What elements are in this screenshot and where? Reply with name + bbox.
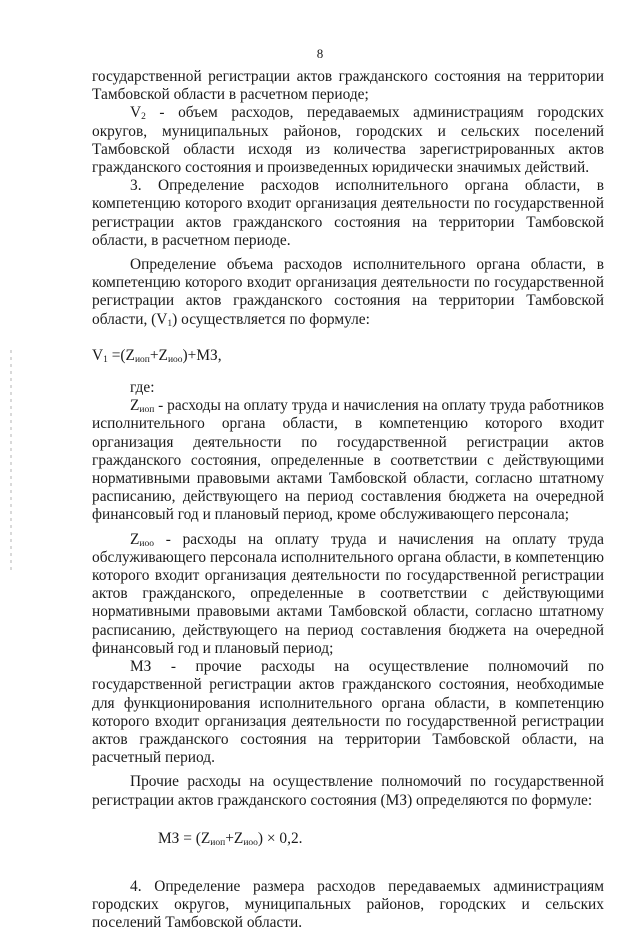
v2-subscript: 2 [141, 112, 146, 123]
formula-v1-z2-sub: иоо [167, 354, 183, 365]
document-body [92, 68, 604, 933]
formula-v1-eq: =(Z [107, 346, 135, 364]
formula-mz-z1-sub: иоп [210, 837, 226, 848]
z-ioo-text: - расходы на оплату труда и начисления на оплату труда обслуживающего персонала исполнительного органа области, в компетенцию которого входит организация деятельности по государственной регистрации актов гражданского, определенные в соответствии с действующими нормативными правовыми актами Тамбовской области, согласно штатному расписанию, действующего на период составления бюджета на очередной финансовый год и плановый период; [92, 530, 604, 657]
where-label: где: [130, 379, 155, 397]
paragraph-mz-definition: МЗ - прочие расходы на осуществление полномочий по государственной регистрации актов гражданского состояния, необходимые для функционирования исполнительного органа области, в компетенцию которого входит организация деятельности по государственной регистрации актов гражданского состояния на территории Тамбовской области, на расчетный период. [92, 658, 604, 767]
v1-intro-text: Определение объема расходов исполнительного органа области, в компетенцию которого входит организация деятельности по государственной регистрации актов гражданского состояния на территории Тамбовской области, (V [92, 256, 604, 328]
paragraph-other-expenses: Прочие расходы на осуществление полномочий по государственной регистрации актов гражданского состояния (МЗ) определяются по формуле: [92, 773, 604, 809]
section-3-heading: 3. Определение расходов исполнительного органа области, в компетенцию которого входит организация деятельности по государственной регистрации актов гражданского состояния на территории Тамбовской области, в расчетном периоде. [92, 177, 604, 249]
z-iop-text: - расходы на оплату труда и начисления на оплату труда работников исполнительного органа области, в компетенцию которого входит организация деятельности по государственной регистрации актов гражданского состояния, определенные в соответствии с действующими нормативными правовыми актами Тамбовской области, согласно штатному расписанию, действующего на период составления бюджета на очередной финансовый год и плановый период, кроме обслуживающего персонала; [92, 397, 604, 524]
v1-intro-subscript: 1 [167, 318, 173, 329]
v2-text: - объем расходов, передаваемых администрациям городских округов, муниципальных районов, городских и сельских поселений Тамбовской области исходя из количества зарегистрированных актов гражданского состояния и произведенных юридически значимых действий. [92, 104, 604, 177]
z-ioo-symbol: Z [130, 530, 140, 548]
z-iop-sub: иоп [139, 405, 155, 416]
formula-v1-sub: 1 [103, 354, 108, 365]
scan-margin-mark [10, 350, 12, 570]
page-number: 8 [316, 46, 324, 61]
paragraph-continuation: государственной регистрации актов гражданского состояния на территории Тамбовской области в расчетном периоде; [92, 68, 604, 104]
z-iop-symbol: Z [130, 397, 140, 415]
formula-mz [158, 830, 604, 848]
formula-mz-tail: ) × 0,2. [257, 829, 303, 847]
formula-mz-z2-sub: иоо [243, 837, 258, 848]
paragraph-z-iop-definition [92, 397, 604, 524]
formula-mz-plus: +Z [225, 829, 244, 847]
formula-v1-tail: )+МЗ, [182, 346, 222, 364]
v2-symbol: V [130, 104, 142, 122]
formula-v1-z1-sub: иоп [134, 354, 150, 365]
formula-v1-symbol: V [92, 346, 104, 364]
v1-intro-end: ) осуществляется по формуле: [172, 310, 370, 328]
paragraph-z-ioo-definition [92, 531, 604, 658]
formula-v1 [92, 347, 604, 365]
formula-v1-plus: +Z [149, 346, 168, 364]
section-4-heading: 4. Определение размера расходов передаваемых администрациям городских округов, муниципальных районов, городских и сельских поселений Тамбовской области. [92, 877, 604, 932]
paragraph-v2-definition [92, 104, 604, 177]
formula-mz-lead: МЗ = (Z [158, 829, 211, 847]
paragraph-v1-intro [92, 256, 604, 329]
z-ioo-sub: иоо [139, 538, 154, 549]
